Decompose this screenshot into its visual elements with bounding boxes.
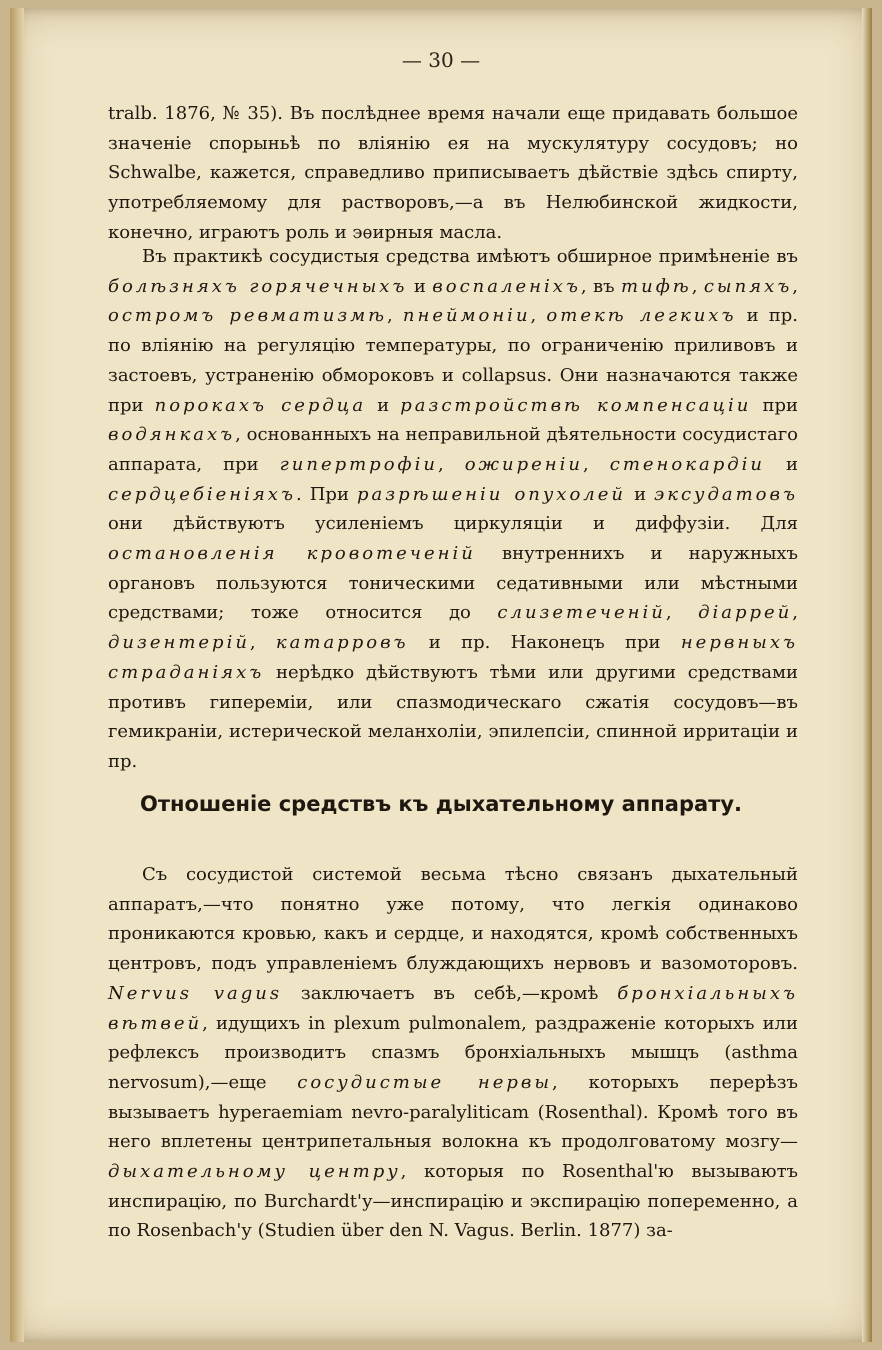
text-run: , xyxy=(249,632,276,654)
emphasis: разстройствѣ компенсаціи xyxy=(400,394,752,416)
text-run: , которыя по Rosenthal'ю вызываютъ инспирацію, по Burchardt'у—инспирацію и экспирацію попеременно, а по Rosenbach'у (Studien über den N. Vagus. Berlin. 1877) за- xyxy=(108,1161,798,1242)
emphasis: катарровъ xyxy=(275,632,409,654)
emphasis: гипертрофіи xyxy=(279,453,438,475)
text-run: и пр. Наконецъ при xyxy=(408,632,681,654)
emphasis: дыхательному центру xyxy=(108,1161,401,1183)
emphasis: тифѣ xyxy=(621,275,692,297)
text-run: , xyxy=(530,305,547,327)
text-run: , xyxy=(665,602,699,624)
text-run: , xyxy=(437,453,465,475)
paragraph-2 xyxy=(108,242,798,777)
emphasis: остановленія кровотеченій xyxy=(108,543,476,565)
emphasis: водянкахъ xyxy=(108,424,236,446)
text-run: , идущихъ in plexum pulmonalem, раздраженіе которыхъ или рефлексъ производитъ спазмъ бронхіальныхъ мышцъ (asthma nervosum),—еще xyxy=(108,1012,798,1093)
emphasis: сыпяхъ xyxy=(703,275,793,297)
emphasis: воспаленіхъ xyxy=(432,275,581,297)
emphasis: нервныхъ страданіяхъ xyxy=(108,632,798,683)
paragraph-1 xyxy=(108,99,798,248)
text-run: , основанныхъ на неправильной дѣятельности сосудистаго аппарата, при xyxy=(108,424,798,475)
emphasis: порокахъ сердца xyxy=(154,394,367,416)
emphasis: сердцебіеніяхъ xyxy=(108,483,296,505)
emphasis: остромъ ревматизмѣ xyxy=(108,305,387,327)
text-run: они дѣйствуютъ усиленіемъ циркуляціи и диффузіи. Для xyxy=(108,513,798,535)
emphasis: Nervus vagus xyxy=(108,982,283,1004)
text-run: при xyxy=(751,394,798,416)
paragraph-3 xyxy=(108,860,798,1246)
text-run: и xyxy=(407,275,433,297)
emphasis: разрѣшеніи опухолей xyxy=(357,483,627,505)
section-heading: Отношеніе средствъ къ дыхательному аппарату. xyxy=(139,792,743,816)
text-run: , xyxy=(792,602,798,624)
emphasis: сосудистые нервы xyxy=(297,1071,553,1093)
book-page xyxy=(10,8,872,1342)
text-run: Съ сосудистой системой весьма тѣсно связанъ дыхательный аппаратъ,—что понятно уже потому, что легкія одинаково проникаются кровью, какъ и сердце, и находятся, кромѣ собственныхъ центровъ, подъ управленіемъ блуждающихъ нервовъ и вазомоторовъ. xyxy=(108,864,798,975)
text-run: заключаетъ въ себѣ,—кромѣ xyxy=(282,982,618,1004)
page-number: — 30 — xyxy=(401,48,481,72)
emphasis: отекѣ легкихъ xyxy=(546,305,737,327)
text-run: , xyxy=(792,275,798,297)
emphasis: болѣзняхъ горячечныхъ xyxy=(108,275,408,297)
text-run: , въ xyxy=(580,275,622,297)
page-outer-edge xyxy=(862,8,872,1342)
text-run: и пр. по вліянію на регуляцію температуры, по ограниченію приливовъ и застоевъ, устраненію обмороковъ и collapsus. Они назначаются также при xyxy=(108,305,798,416)
page-binding-edge xyxy=(10,8,24,1342)
text-run: и xyxy=(626,483,655,505)
text-run: Въ практикѣ сосудистыя средства имѣютъ обширное примѣненіе въ xyxy=(142,246,798,267)
emphasis: діаррей xyxy=(698,602,793,624)
text-run: и xyxy=(765,453,798,475)
emphasis: эксудатовъ xyxy=(654,483,798,505)
paragraph-1-text: tralb. 1876, № 35). Въ послѣднее время начали еще придавать большое значеніе спорыньѣ по вліянію ея на мускулятуру сосудовъ; но Schwalbe, кажется, справедливо приписываетъ дѣйствіе здѣсь спирту, употребляемому для растворовъ,—а въ Нелюбинской жидкости, конечно, играютъ роль и эѳирныя масла. xyxy=(108,103,798,243)
emphasis: стенокардіи xyxy=(609,453,765,475)
emphasis: бронхіальныхъ вѣтвей xyxy=(108,982,798,1034)
text-run: , xyxy=(387,305,403,327)
text-run: . При xyxy=(295,483,357,505)
emphasis: дизентерій xyxy=(108,632,250,654)
text-run: , xyxy=(691,275,704,297)
emphasis: пнеймоніи xyxy=(402,305,531,327)
text-run: , которыхъ перерѣзъ вызываетъ hyperaemiam nevro-paralyliticam (Rosenthal). Кромѣ того въ него вплетены центрипетальныя волокна къ продолговатому мозгу— xyxy=(108,1071,798,1153)
text-run: и xyxy=(366,394,401,416)
text-run: , xyxy=(583,453,610,475)
text-run: нерѣдко дѣйствуютъ тѣми или другими средствами противъ гипереміи, или спазмодическаго сжатія сосудовъ—въ гемикраніи, истерической меланхоліи, эпилепсіи, спинной ирритаціи и пр. xyxy=(108,661,798,772)
emphasis: ожиреніи xyxy=(464,453,583,475)
text-run: внутреннихъ и наружныхъ органовъ пользуются тоническими седативными или мѣстными средствами; тоже относится до xyxy=(108,543,798,624)
emphasis: слизетеченій xyxy=(497,602,666,624)
